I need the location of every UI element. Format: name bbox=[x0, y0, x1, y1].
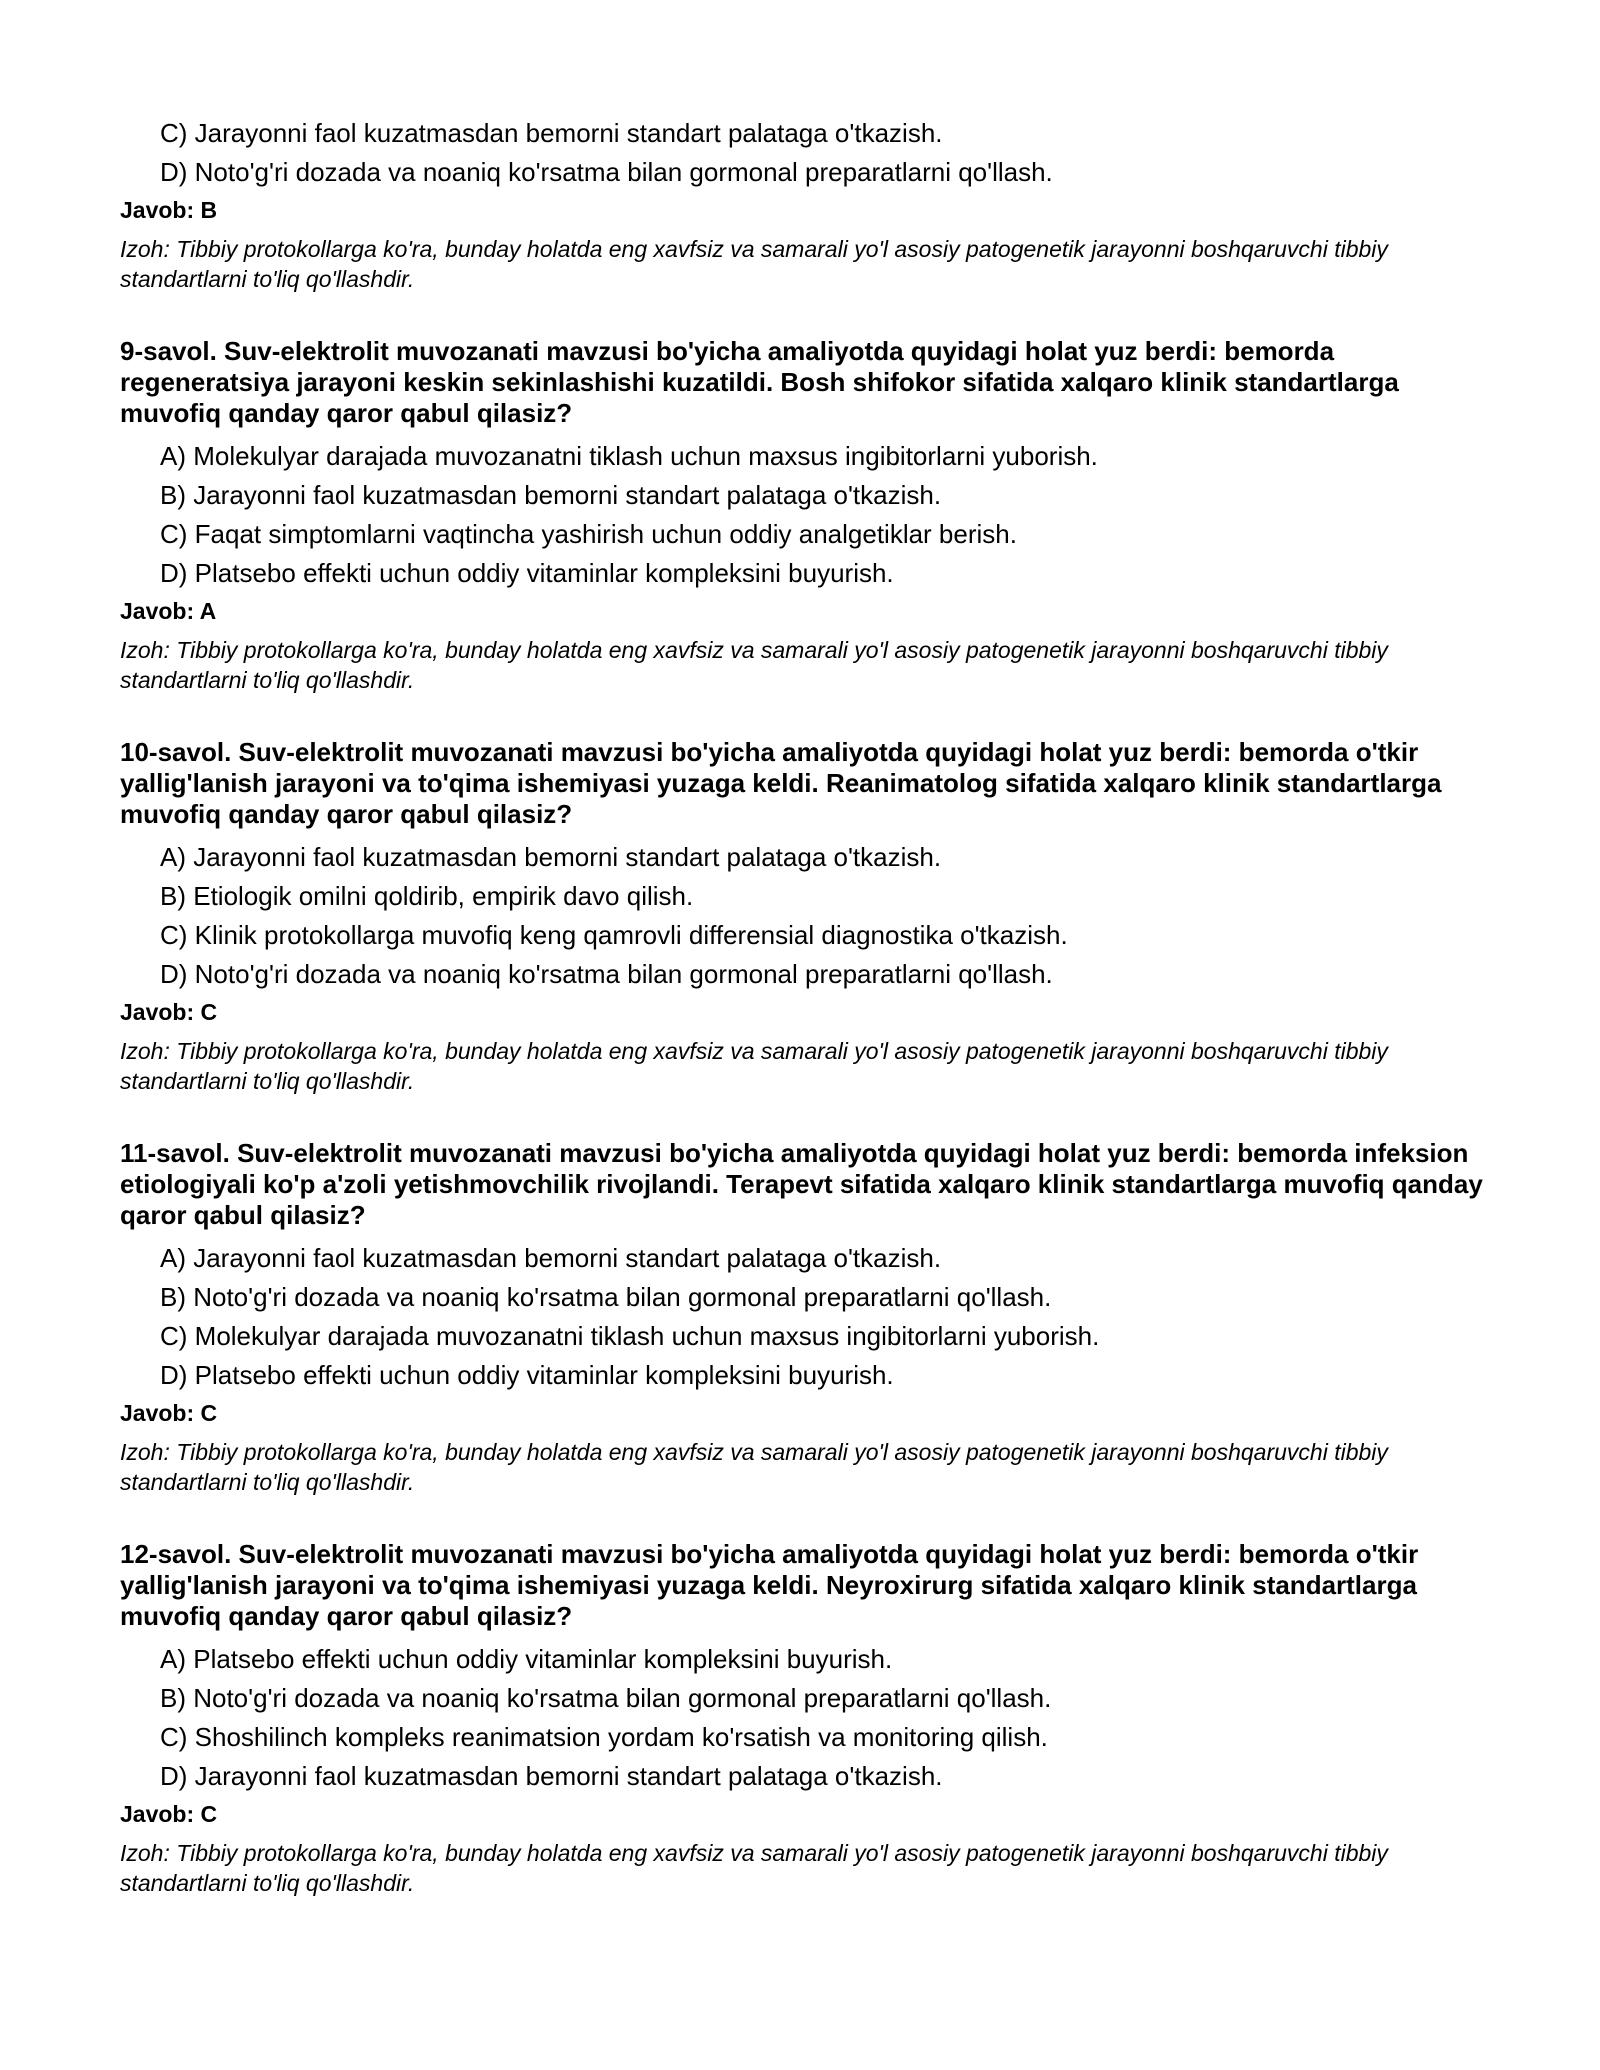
document-page bbox=[120, 118, 1500, 1898]
answer-option: D) Platsebo effekti uchun oddiy vitaminlar kompleksini buyurish. bbox=[160, 1360, 894, 1390]
correct-answer: Javob: C bbox=[120, 1801, 218, 1827]
answer-option: A) Molekulyar darajada muvozanatni tiklash uchun maxsus ingibitorlarni yuborish. bbox=[160, 441, 1098, 471]
question-8-continuation bbox=[120, 118, 1500, 294]
explanation-note: Izoh: Tibbiy protokollarga ko'ra, bunday holatda eng xavfsiz va samarali yo'l asosiy patogenetik jarayonni boshqaruvchi tibbiy standartlarni to'liq qo'llashdir. bbox=[120, 1439, 1388, 1495]
answer-option: A) Jarayonni faol kuzatmasdan bemorni standart palataga o'tkazish. bbox=[160, 1243, 942, 1273]
explanation-note: Izoh: Tibbiy protokollarga ko'ra, bunday holatda eng xavfsiz va samarali yo'l asosiy patogenetik jarayonni boshqaruvchi tibbiy standartlarni to'liq qo'llashdir. bbox=[120, 236, 1388, 292]
answer-option: C) Shoshilinch kompleks reanimatsion yordam ko'rsatish va monitoring qilish. bbox=[160, 1722, 1048, 1752]
correct-answer: Javob: A bbox=[120, 598, 217, 624]
correct-answer: Javob: C bbox=[120, 1400, 218, 1426]
answer-option: C) Klinik protokollarga muvofiq keng qamrovli differensial diagnostika o'tkazish. bbox=[160, 920, 1068, 950]
question-title: 9-savol. Suv-elektrolit muvozanati mavzusi bo'yicha amaliyotda quyidagi holat yuz berdi: bemorda regeneratsiya jarayoni keskin sekinlashishi kuzatildi. Bosh shifokor sifatida xalqaro klinik standartlarga muvofiq qanday qaror qabul qilasiz? bbox=[120, 336, 1399, 428]
explanation-note: Izoh: Tibbiy protokollarga ko'ra, bunday holatda eng xavfsiz va samarali yo'l asosiy patogenetik jarayonni boshqaruvchi tibbiy standartlarni to'liq qo'llashdir. bbox=[120, 637, 1388, 693]
answer-option: D) Platsebo effekti uchun oddiy vitaminlar kompleksini buyurish. bbox=[160, 558, 894, 588]
answer-option: C) Faqat simptomlarni vaqtincha yashirish uchun oddiy analgetiklar berish. bbox=[160, 519, 1017, 549]
answer-option: B) Etiologik omilni qoldirib, empirik davo qilish. bbox=[160, 881, 694, 911]
answer-option: C) Molekulyar darajada muvozanatni tiklash uchun maxsus ingibitorlarni yuborish. bbox=[160, 1321, 1100, 1351]
answer-option: A) Platsebo effekti uchun oddiy vitaminlar kompleksini buyurish. bbox=[160, 1644, 893, 1674]
correct-answer: Javob: B bbox=[120, 197, 218, 223]
answer-option: B) Noto'g'ri dozada va noaniq ko'rsatma bilan gormonal preparatlarni qo'llash. bbox=[160, 1282, 1052, 1312]
answer-option: C) Jarayonni faol kuzatmasdan bemorni standart palataga o'tkazish. bbox=[160, 118, 943, 148]
answer-option: A) Jarayonni faol kuzatmasdan bemorni standart palataga o'tkazish. bbox=[160, 842, 942, 872]
answer-option: B) Jarayonni faol kuzatmasdan bemorni standart palataga o'tkazish. bbox=[160, 480, 942, 510]
question-10 bbox=[120, 737, 1500, 1096]
answer-option: B) Noto'g'ri dozada va noaniq ko'rsatma bilan gormonal preparatlarni qo'llash. bbox=[160, 1683, 1052, 1713]
question-title: 12-savol. Suv-elektrolit muvozanati mavzusi bo'yicha amaliyotda quyidagi holat yuz berdi: bemorda o'tkir yallig'lanish jarayoni va to'qima ishemiyasi yuzaga keldi. Neyroxirurg sifatida xalqaro klinik standartlarga muvofiq qanday qaror qabul qilasiz? bbox=[120, 1539, 1419, 1631]
question-9 bbox=[120, 336, 1500, 695]
correct-answer: Javob: C bbox=[120, 999, 218, 1025]
question-title: 10-savol. Suv-elektrolit muvozanati mavzusi bo'yicha amaliyotda quyidagi holat yuz berdi: bemorda o'tkir yallig'lanish jarayoni va to'qima ishemiyasi yuzaga keldi. Reanimatolog sifatida xalqaro klinik standartlarga muvofiq qanday qaror qabul qilasiz? bbox=[120, 737, 1442, 829]
answer-option: D) Noto'g'ri dozada va noaniq ko'rsatma bilan gormonal preparatlarni qo'llash. bbox=[160, 157, 1053, 187]
explanation-note: Izoh: Tibbiy protokollarga ko'ra, bunday holatda eng xavfsiz va samarali yo'l asosiy patogenetik jarayonni boshqaruvchi tibbiy standartlarni to'liq qo'llashdir. bbox=[120, 1840, 1388, 1896]
question-11 bbox=[120, 1138, 1500, 1497]
question-12 bbox=[120, 1539, 1500, 1898]
answer-option: D) Jarayonni faol kuzatmasdan bemorni standart palataga o'tkazish. bbox=[160, 1761, 943, 1791]
answer-option: D) Noto'g'ri dozada va noaniq ko'rsatma bilan gormonal preparatlarni qo'llash. bbox=[160, 959, 1053, 989]
question-title: 11-savol. Suv-elektrolit muvozanati mavzusi bo'yicha amaliyotda quyidagi holat yuz berdi: bemorda infeksion etiologiyali ko'p a'zoli yetishmovchilik rivojlandi. Terapevt sifatida xalqaro klinik standartlarga muvofiq qanday qaror qabul qilasiz? bbox=[120, 1138, 1483, 1230]
explanation-note: Izoh: Tibbiy protokollarga ko'ra, bunday holatda eng xavfsiz va samarali yo'l asosiy patogenetik jarayonni boshqaruvchi tibbiy standartlarni to'liq qo'llashdir. bbox=[120, 1038, 1388, 1094]
